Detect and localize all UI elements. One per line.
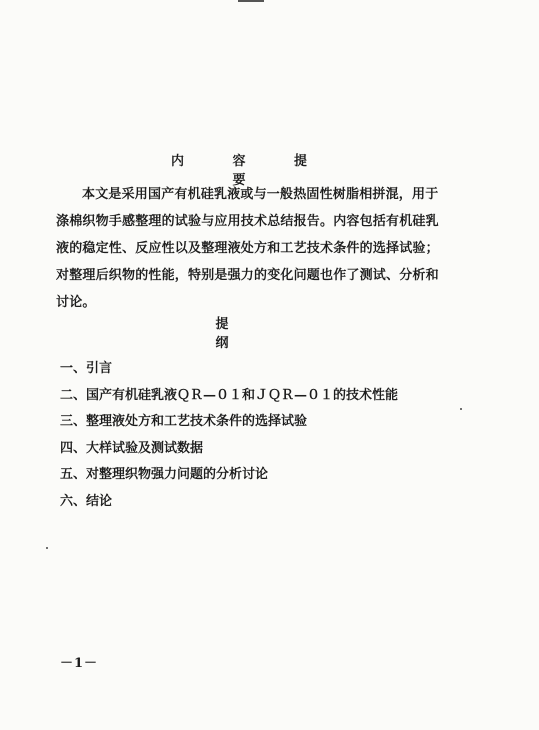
abstract-body: 本文是采用国产有机硅乳液或与一般热固性树脂相拼混，用于涤棉织物手感整理的试验与应用技术总结报告。内容包括有机硅乳液的稳定性、反应性以及整理液处方和工艺技术条件的选择试验；对整理后织物的性能，特别是强力的变化问题也作了测试、分析和讨论。 [56, 187, 439, 310]
abstract-title: 内 容 提 要 [170, 154, 330, 188]
outline-item: 六、结论 [60, 493, 113, 509]
outline-item: 五、对整理织物强力问题的分析讨论 [60, 467, 269, 482]
page-top-mark [238, 0, 264, 2]
outline-item: 三、整理液处方和工艺技术条件的选择试验 [60, 414, 308, 429]
outline-list [60, 356, 460, 515]
outline-item: 四、大样试验及测试数据 [60, 440, 204, 456]
page-number: －1－ [60, 656, 99, 671]
outline-item: 二、国产有机硅乳液ＱＲ—０１和ＪＱＲ—０１的技术性能 [60, 387, 399, 403]
outline-title: 提 纲 [215, 317, 287, 351]
scan-speck [46, 547, 48, 549]
scan-speck [460, 408, 462, 410]
outline-item: 一、引言 [60, 361, 113, 376]
